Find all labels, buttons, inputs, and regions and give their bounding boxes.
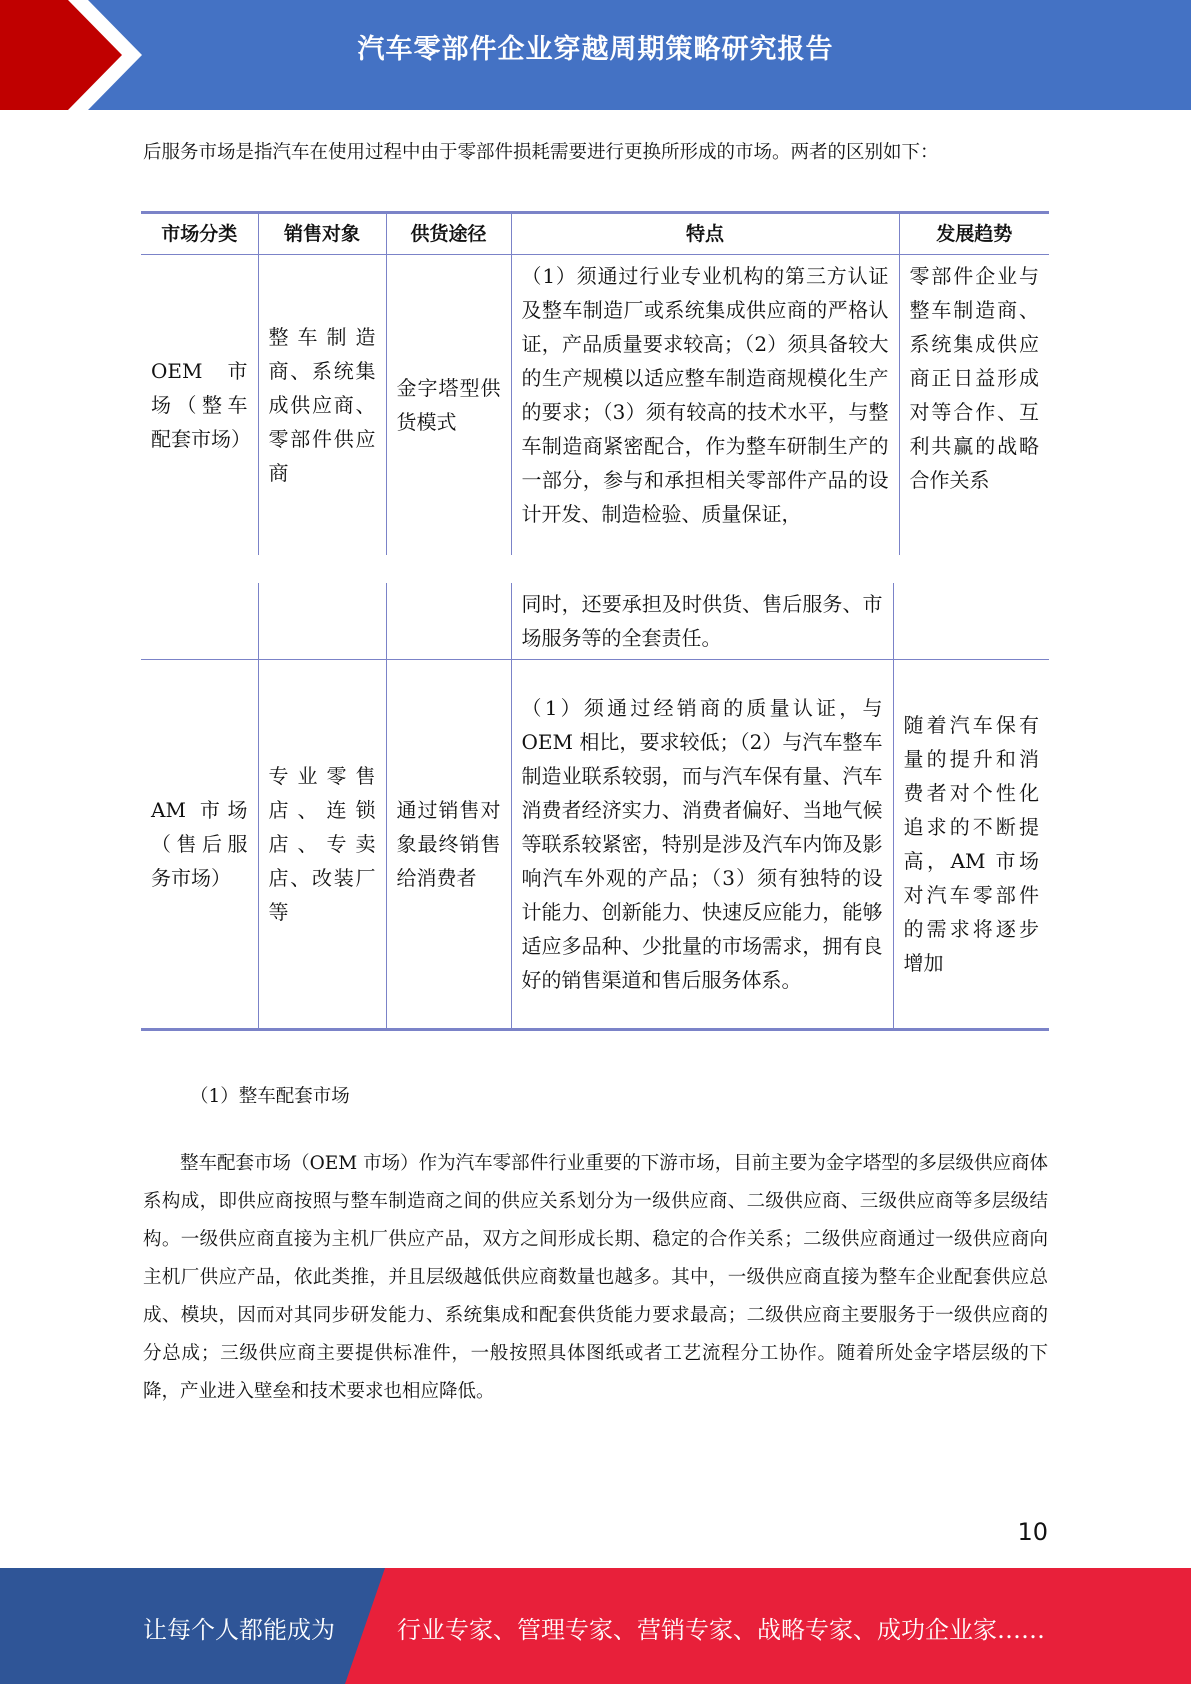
- oem-target: 整车制造商、系统集成供应商、零部件供应商: [258, 255, 386, 555]
- header-target: 销售对象: [258, 213, 386, 255]
- am-channel: 通过销售对象最终销售给消费者: [386, 660, 511, 1030]
- page-header: [0, 0, 1191, 110]
- table-row-am: [141, 660, 1049, 1030]
- oem-features-continued: 同时，还要承担及时供货、售后服务、市场服务等的全套责任。: [511, 583, 893, 660]
- intro-paragraph: 后服务市场是指汽车在使用过程中由于零部件损耗需要进行更换所形成的市场。两者的区别如下：: [143, 142, 939, 163]
- report-title: 汽车零部件企业穿越周期策略研究报告: [357, 34, 834, 65]
- oem-channel: 金字塔型供货模式: [386, 255, 511, 555]
- table-row-oem: [141, 255, 1049, 555]
- oem-trend: 零部件企业与整车制造商、系统集成供应商正日益形成对等合作、互利共赢的战略合作关系: [899, 255, 1049, 555]
- oem-features: （1）须通过行业专业机构的第三方认证及整车制造厂或系统集成供应商的严格认证，产品质量要求较高；（2）须具备较大的生产规模以适应整车制造商规模化生产的要求；（3）须有较高的技术水平，与整车制造商紧密配合，作为整车研制生产的一部分，参与和承担相关零部件产品的设计开发、制造检验、质量保证，: [511, 255, 899, 555]
- footer-slogan-right: 行业专家、管理专家、营销专家、战略专家、成功企业家……: [397, 1616, 1045, 1644]
- am-features: （1）须通过经销商的质量认证，与 OEM 相比，要求较低；（2）与汽车整车制造业联系较弱，而与汽车保有量、汽车消费者经济实力、消费者偏好、当地气候等联系较紧密，特别是涉及汽车内饰及影响汽车外观的产品；（3）须有独特的设计能力、创新能力、快速反应能力，能够适应多品种、少批量的市场需求，拥有良好的销售渠道和售后服务体系。: [511, 660, 893, 1030]
- footer-slogan-left: 让每个人都能成为: [143, 1616, 335, 1644]
- table-header-row: [141, 213, 1049, 255]
- market-comparison-table: [141, 211, 1049, 555]
- header-trend: 发展趋势: [899, 213, 1049, 255]
- page-number: 10: [1017, 1518, 1048, 1546]
- table-row-oem-continued: [141, 583, 1049, 660]
- am-target: 专业零售店、连锁店、专卖店、改装厂等: [258, 660, 386, 1030]
- section-title: （1）整车配套市场: [190, 1086, 350, 1107]
- market-comparison-table-continued: [141, 583, 1049, 1031]
- body-paragraph: 整车配套市场（OEM 市场）作为汽车零部件行业重要的下游市场，目前主要为金字塔型的多层级供应商体系构成，即供应商按照与整车制造商之间的供应关系划分为一级供应商、二级供应商、三级供应商等多层级结构。一级供应商直接为主机厂供应产品，双方之间形成长期、稳定的合作关系；二级供应商通过一级供应商向主机厂供应产品，依此类推，并且层级越低供应商数量也越多。其中，一级供应商直接为整车企业配套供应总成、模块，因而对其同步研发能力、系统集成和配套供货能力要求最高；二级供应商主要服务于一级供应商的分总成；三级供应商主要提供标准件，一般按照具体图纸或者工艺流程分工协作。随着所处金字塔层级的下降，产业进入壁垒和技术要求也相应降低。: [143, 1153, 1048, 1402]
- header-channel: 供货途径: [386, 213, 511, 255]
- am-category: AM 市场（售后服务市场）: [141, 660, 258, 1030]
- header-category: 市场分类: [141, 213, 258, 255]
- am-trend: 随着汽车保有量的提升和消费者对个性化追求的不断提高，AM 市场对汽车零部件的需求将逐步增加: [893, 660, 1049, 1030]
- header-features: 特点: [511, 213, 899, 255]
- oem-category: OEM 市场（整车配套市场）: [141, 255, 258, 555]
